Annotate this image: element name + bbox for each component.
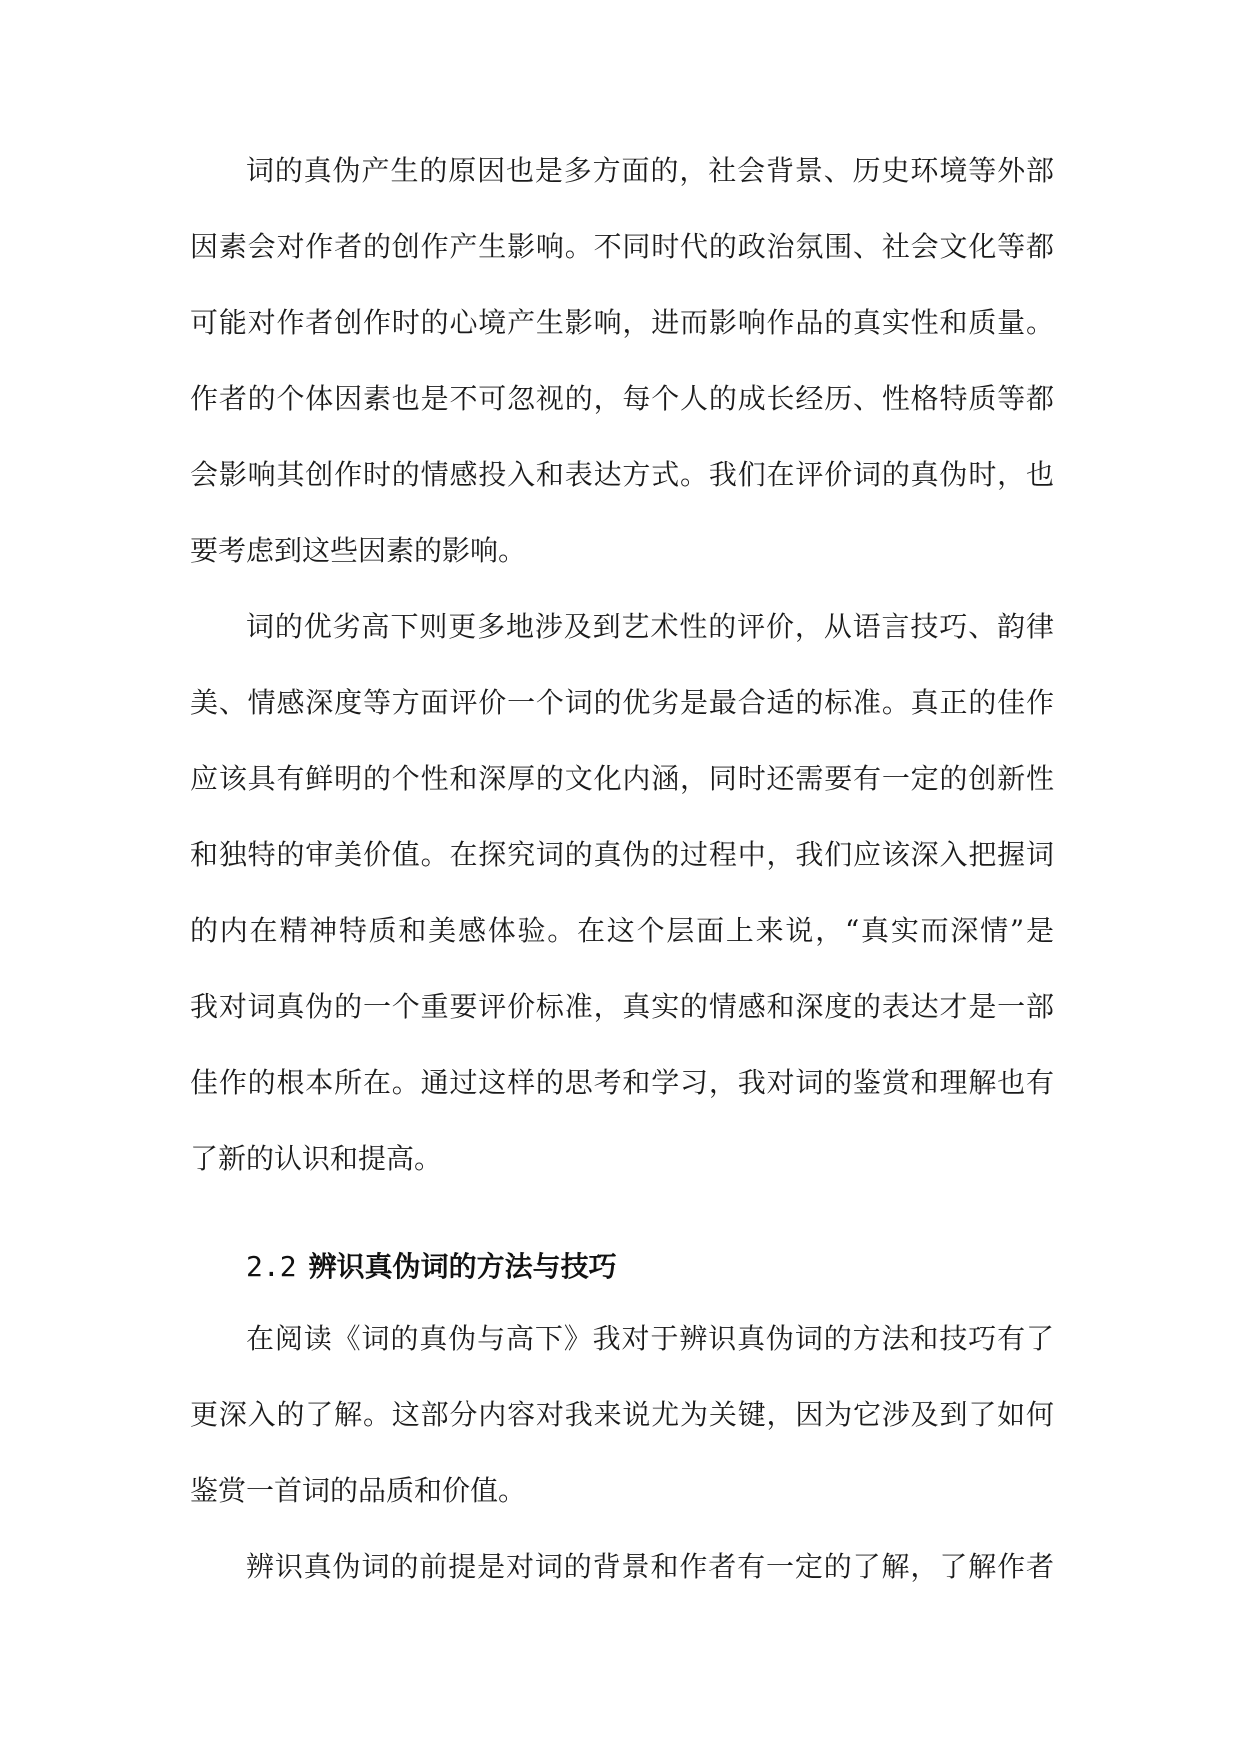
paragraph-1-line-3: 可能对作者创作时的心境产生影响，进而影响作品的真实性和质量。 [190, 306, 1054, 339]
paragraph-1-line-5: 会影响其创作时的情感投入和表达方式。我们在评价词的真伪时，也 [190, 458, 1054, 491]
paragraph-1-line-4: 作者的个体因素也是不可忽视的，每个人的成长经历、性格特质等都 [190, 382, 1054, 415]
section-paragraph-2-line-1: 辨识真伪词的前提是对词的背景和作者有一定的了解，了解作者 [246, 1550, 1054, 1583]
section-paragraph-1-line-3: 鉴赏一首词的品质和价值。 [190, 1474, 527, 1507]
paragraph-1-line-6: 要考虑到这些因素的影响。 [190, 534, 527, 567]
paragraph-2-line-6: 我对词真伪的一个重要评价标准，真实的情感和深度的表达才是一部 [190, 990, 1054, 1023]
paragraph-2-line-4: 和独特的审美价值。在探究词的真伪的过程中，我们应该深入把握词 [190, 838, 1054, 871]
paragraph-1-line-1: 词的真伪产生的原因也是多方面的，社会背景、历史环境等外部 [246, 154, 1054, 187]
paragraph-2-line-5: 的内在精神特质和美感体验。在这个层面上来说，“真实而深情”是 [190, 914, 1054, 947]
paragraph-2-line-3: 应该具有鲜明的个性和深厚的文化内涵，同时还需要有一定的创新性 [190, 762, 1054, 795]
section-title: 辨识真伪词的方法与技巧 [308, 1250, 617, 1283]
section-number: 2.2 [246, 1250, 297, 1283]
paragraph-2-line-8: 了新的认识和提高。 [190, 1142, 443, 1175]
paragraph-2-line-2: 美、情感深度等方面评价一个词的优劣是最合适的标准。真正的佳作 [190, 686, 1054, 719]
paragraph-2-line-7: 佳作的根本所在。通过这样的思考和学习，我对词的鉴赏和理解也有 [190, 1066, 1054, 1099]
paragraph-2-line-1: 词的优劣高下则更多地涉及到艺术性的评价，从语言技巧、韵律 [246, 610, 1054, 643]
section-heading [246, 1247, 617, 1287]
paragraph-1-line-2: 因素会对作者的创作产生影响。不同时代的政治氛围、社会文化等都 [190, 230, 1054, 263]
section-paragraph-1-line-2: 更深入的了解。这部分内容对我来说尤为关键，因为它涉及到了如何 [190, 1398, 1054, 1431]
section-paragraph-1-line-1: 在阅读《词的真伪与高下》我对于辨识真伪词的方法和技巧有了 [246, 1322, 1054, 1355]
